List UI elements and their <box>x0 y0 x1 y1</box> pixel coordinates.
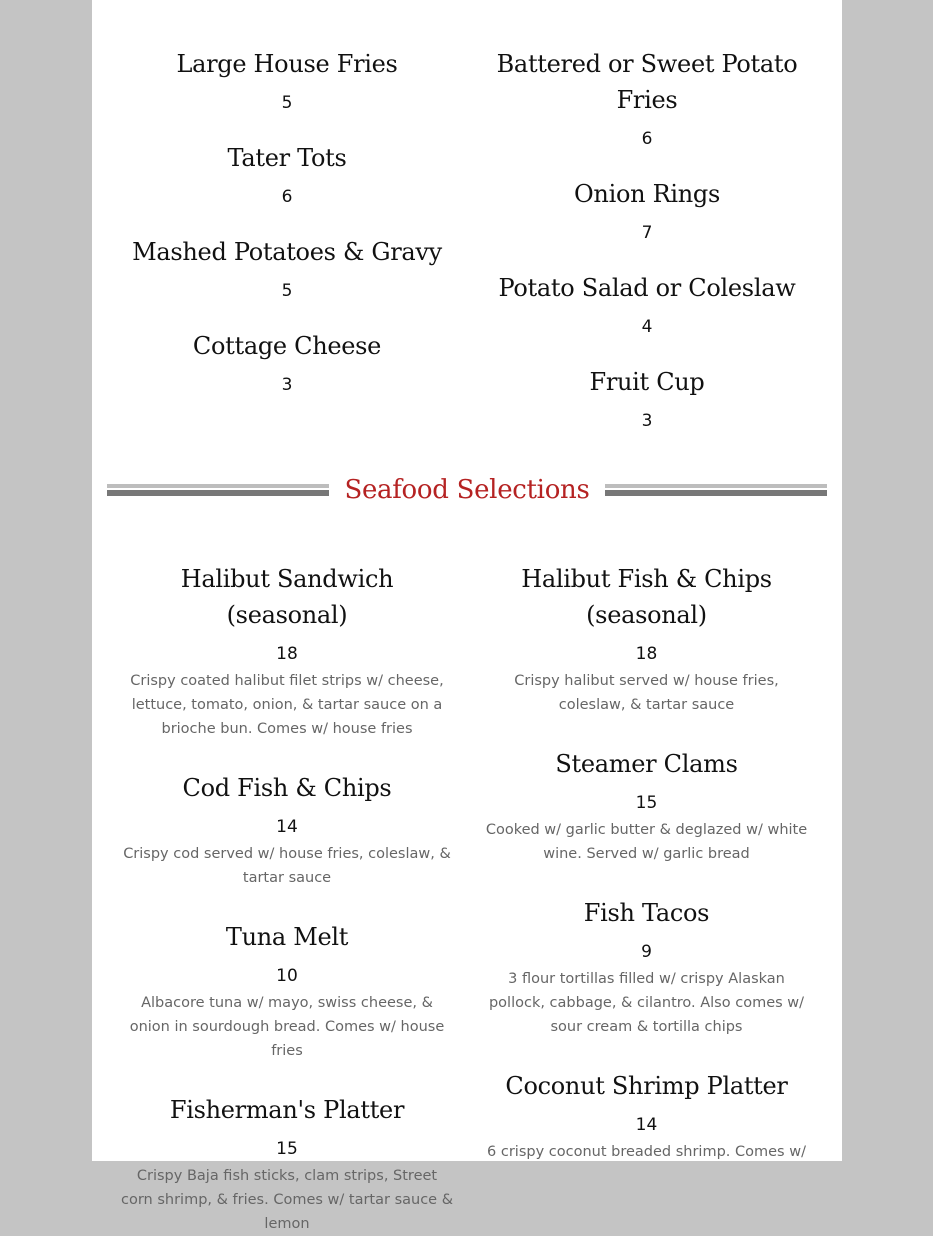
item-name: Potato Salad or Coleslaw <box>498 274 796 302</box>
item-price: 15 <box>276 1139 298 1159</box>
seafood-left-column <box>121 561 453 1236</box>
menu-item <box>121 1092 453 1236</box>
item-description: 3 flour tortillas filled w/ crispy Alaskan pollock, cabbage, & cilantro. Also comes w/ sour cream & tortilla chips <box>488 971 805 1035</box>
item-name: Halibut Sandwich (seasonal) <box>180 565 394 629</box>
item-name: Coconut Shrimp Platter <box>505 1072 788 1100</box>
item-price: 6 <box>641 129 653 149</box>
sides-right-column <box>471 46 823 432</box>
menu-item <box>111 46 463 114</box>
item-price: 6 <box>281 187 293 207</box>
menu-item <box>111 234 463 302</box>
item-name: Cod Fish & Chips <box>182 774 392 802</box>
item-description: Albacore tuna w/ mayo, swiss cheese, & onion in sourdough bread. Comes w/ house fries <box>129 995 445 1059</box>
menu-item <box>111 328 463 396</box>
menu-item <box>471 364 823 432</box>
item-name: Cottage Cheese <box>192 332 382 360</box>
section-heading <box>107 470 827 512</box>
item-name: Halibut Fish & Chips (seasonal) <box>521 565 772 629</box>
item-price: 4 <box>641 317 653 337</box>
item-description: Cooked w/ garlic butter & deglazed w/ white wine. Served w/ garlic bread <box>485 822 808 862</box>
item-name: Steamer Clams <box>555 750 738 778</box>
menu-item <box>111 140 463 208</box>
item-price: 3 <box>641 411 653 431</box>
item-description: Crispy halibut served w/ house fries, coleslaw, & tartar sauce <box>514 673 779 713</box>
item-price: 5 <box>281 281 293 301</box>
item-name: Tater Tots <box>227 144 347 172</box>
menu-item <box>480 746 813 866</box>
divider-right <box>605 484 827 496</box>
menu-item <box>480 561 813 717</box>
item-description: Crispy coated halibut filet strips w/ cheese, lettuce, tomato, onion, & tartar sauce on a brioche bun. Comes w/ house fries <box>130 673 444 737</box>
item-name: Mashed Potatoes & Gravy <box>132 238 442 266</box>
item-name: Battered or Sweet Potato Fries <box>496 50 798 114</box>
item-price: 7 <box>641 223 653 243</box>
divider-left <box>107 484 329 496</box>
section-title: Seafood Selections <box>344 475 590 505</box>
menu-item <box>480 895 813 1039</box>
item-price: 3 <box>281 375 293 395</box>
item-price: 14 <box>635 1115 658 1135</box>
menu-item <box>480 1068 813 1164</box>
item-price: 15 <box>635 793 658 813</box>
item-price: 18 <box>276 644 298 664</box>
item-name: Fruit Cup <box>589 368 705 396</box>
seafood-right-column <box>480 561 813 1164</box>
sides-left-column <box>111 46 463 396</box>
item-name: Large House Fries <box>176 50 398 78</box>
menu-item <box>121 770 453 890</box>
item-price: 18 <box>635 644 658 664</box>
menu-item <box>121 561 453 741</box>
item-description: Crispy Baja fish sticks, clam strips, Street corn shrimp, & fries. Comes w/ tartar sauce & lemon <box>121 1168 454 1232</box>
menu-item <box>121 919 453 1063</box>
item-price: 9 <box>641 942 652 962</box>
item-name: Onion Rings <box>574 180 720 208</box>
item-description: 6 crispy coconut breaded shrimp. Comes w/ <box>487 1144 806 1160</box>
item-price: 5 <box>281 93 293 113</box>
item-name: Fisherman's Platter <box>169 1096 405 1124</box>
menu-page <box>92 0 842 1232</box>
item-name: Fish Tacos <box>583 899 710 927</box>
menu-item <box>471 176 823 244</box>
item-description: Crispy cod served w/ house fries, coleslaw, & tartar sauce <box>123 846 451 886</box>
item-price: 10 <box>276 966 298 986</box>
menu-item <box>471 270 823 338</box>
item-name: Tuna Melt <box>225 923 349 951</box>
item-price: 14 <box>276 817 298 837</box>
menu-item <box>471 46 823 150</box>
